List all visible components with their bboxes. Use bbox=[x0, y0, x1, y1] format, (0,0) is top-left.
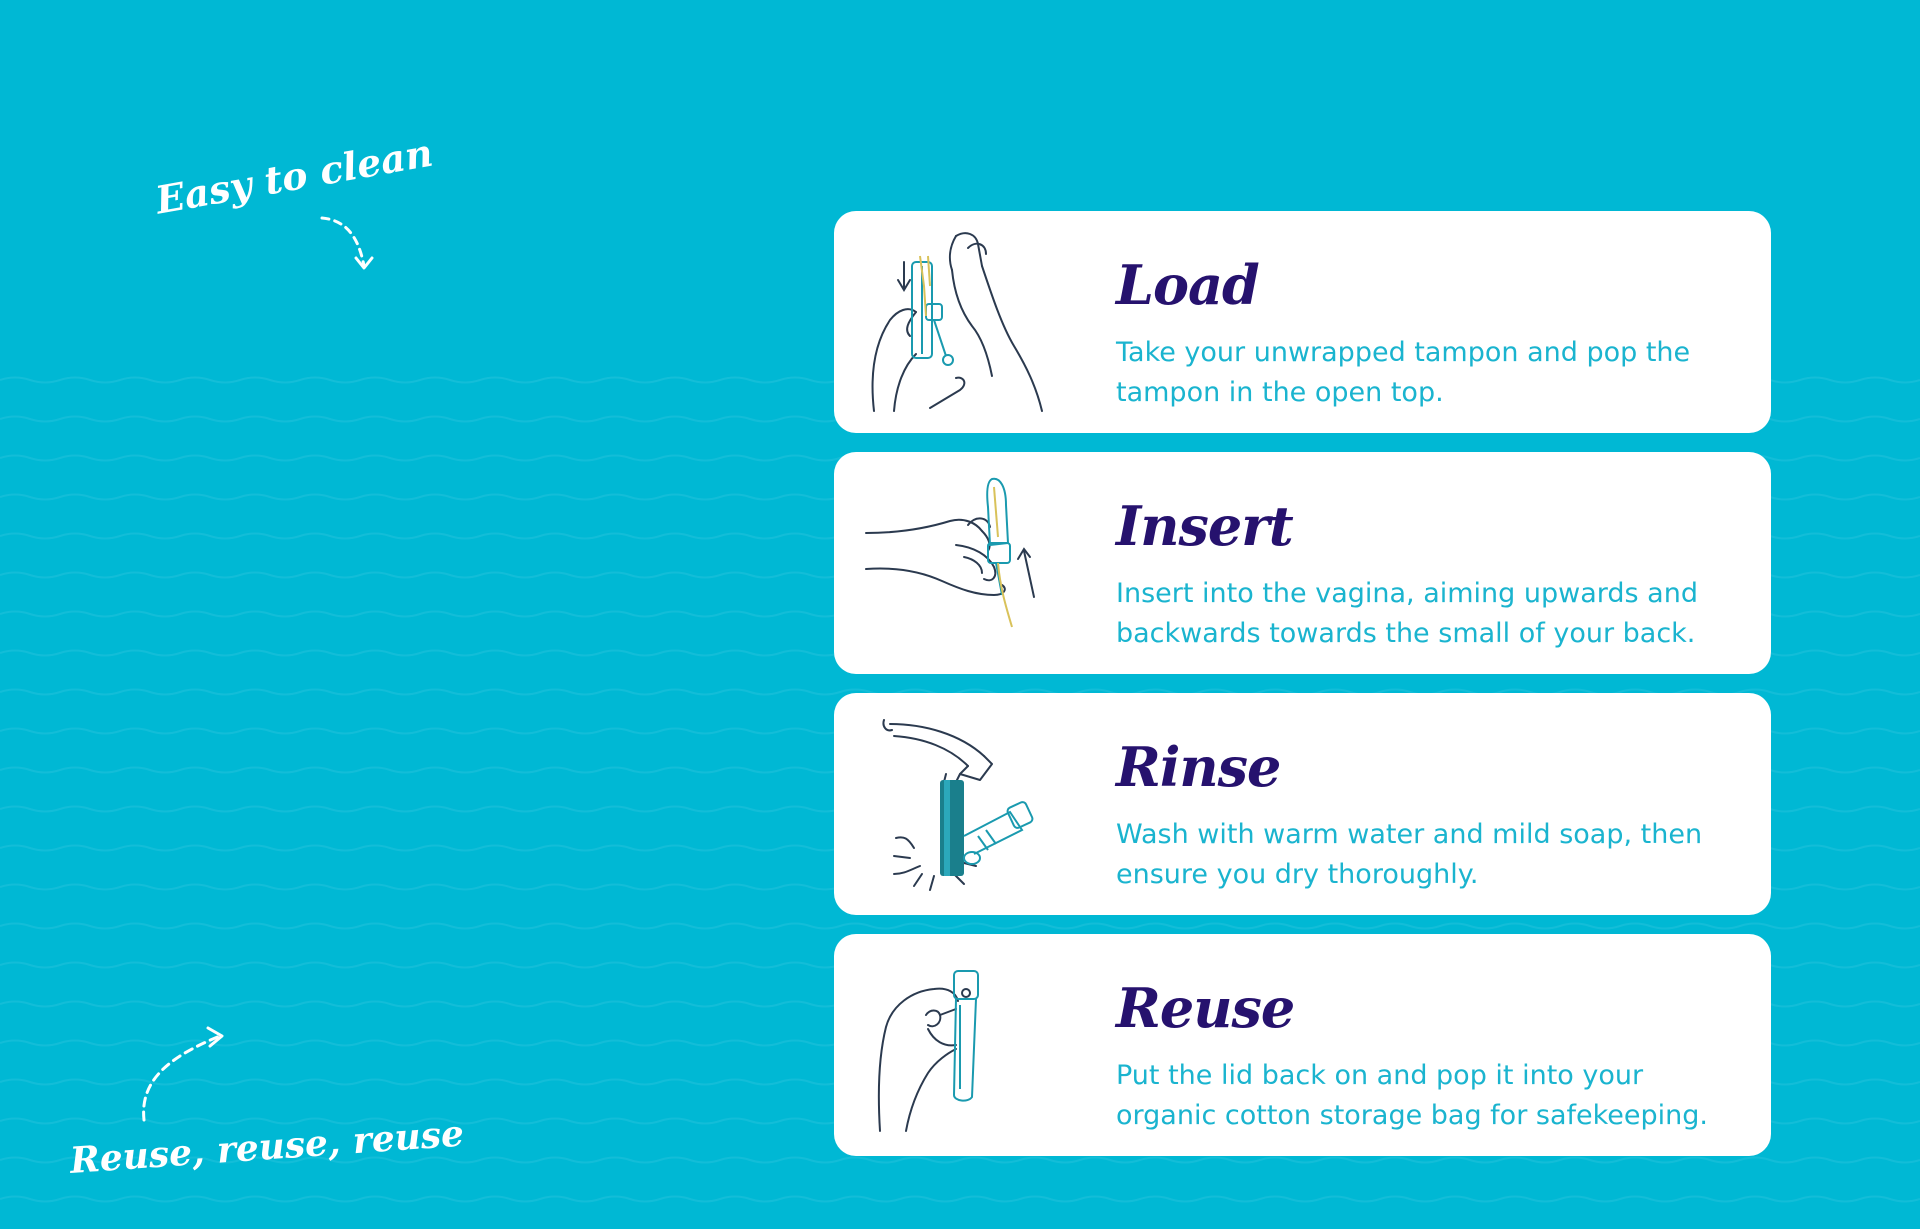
step-card-insert bbox=[834, 452, 1771, 674]
curved-arrow-down-icon bbox=[318, 212, 378, 272]
step-card-rinse bbox=[834, 693, 1771, 915]
step-title: Insert bbox=[1116, 494, 1293, 558]
background-wave-line bbox=[0, 1197, 1920, 1202]
step-description: Wash with warm water and mild soap, then ensure you dry thoroughly. bbox=[1116, 819, 1703, 890]
easy-to-clean-annotation: Easy to clean bbox=[152, 129, 437, 223]
step-description: Put the lid back on and pop it into your organic cotton storage bag for safekeeping. bbox=[1116, 1060, 1708, 1131]
step-description: Take your unwrapped tampon and pop the tampon in the open top. bbox=[1116, 337, 1691, 408]
hand-holding-case-icon bbox=[864, 949, 1054, 1139]
tap-rinsing-applicator-icon bbox=[864, 708, 1054, 898]
step-title: Reuse bbox=[1116, 976, 1295, 1040]
reuse-annotation: Reuse, reuse, reuse bbox=[68, 1112, 466, 1182]
step-card-load bbox=[834, 211, 1771, 433]
steps-list bbox=[834, 211, 1771, 1175]
step-title: Rinse bbox=[1116, 735, 1281, 799]
hand-inserting-applicator-icon bbox=[864, 467, 1054, 657]
step-card-reuse bbox=[834, 934, 1771, 1156]
hands-loading-tampon-icon bbox=[864, 226, 1054, 416]
curved-arrow-up-icon bbox=[136, 1022, 236, 1122]
step-description: Insert into the vagina, aiming upwards and backwards towards the small of your back. bbox=[1116, 578, 1698, 649]
step-title: Load bbox=[1116, 253, 1259, 317]
